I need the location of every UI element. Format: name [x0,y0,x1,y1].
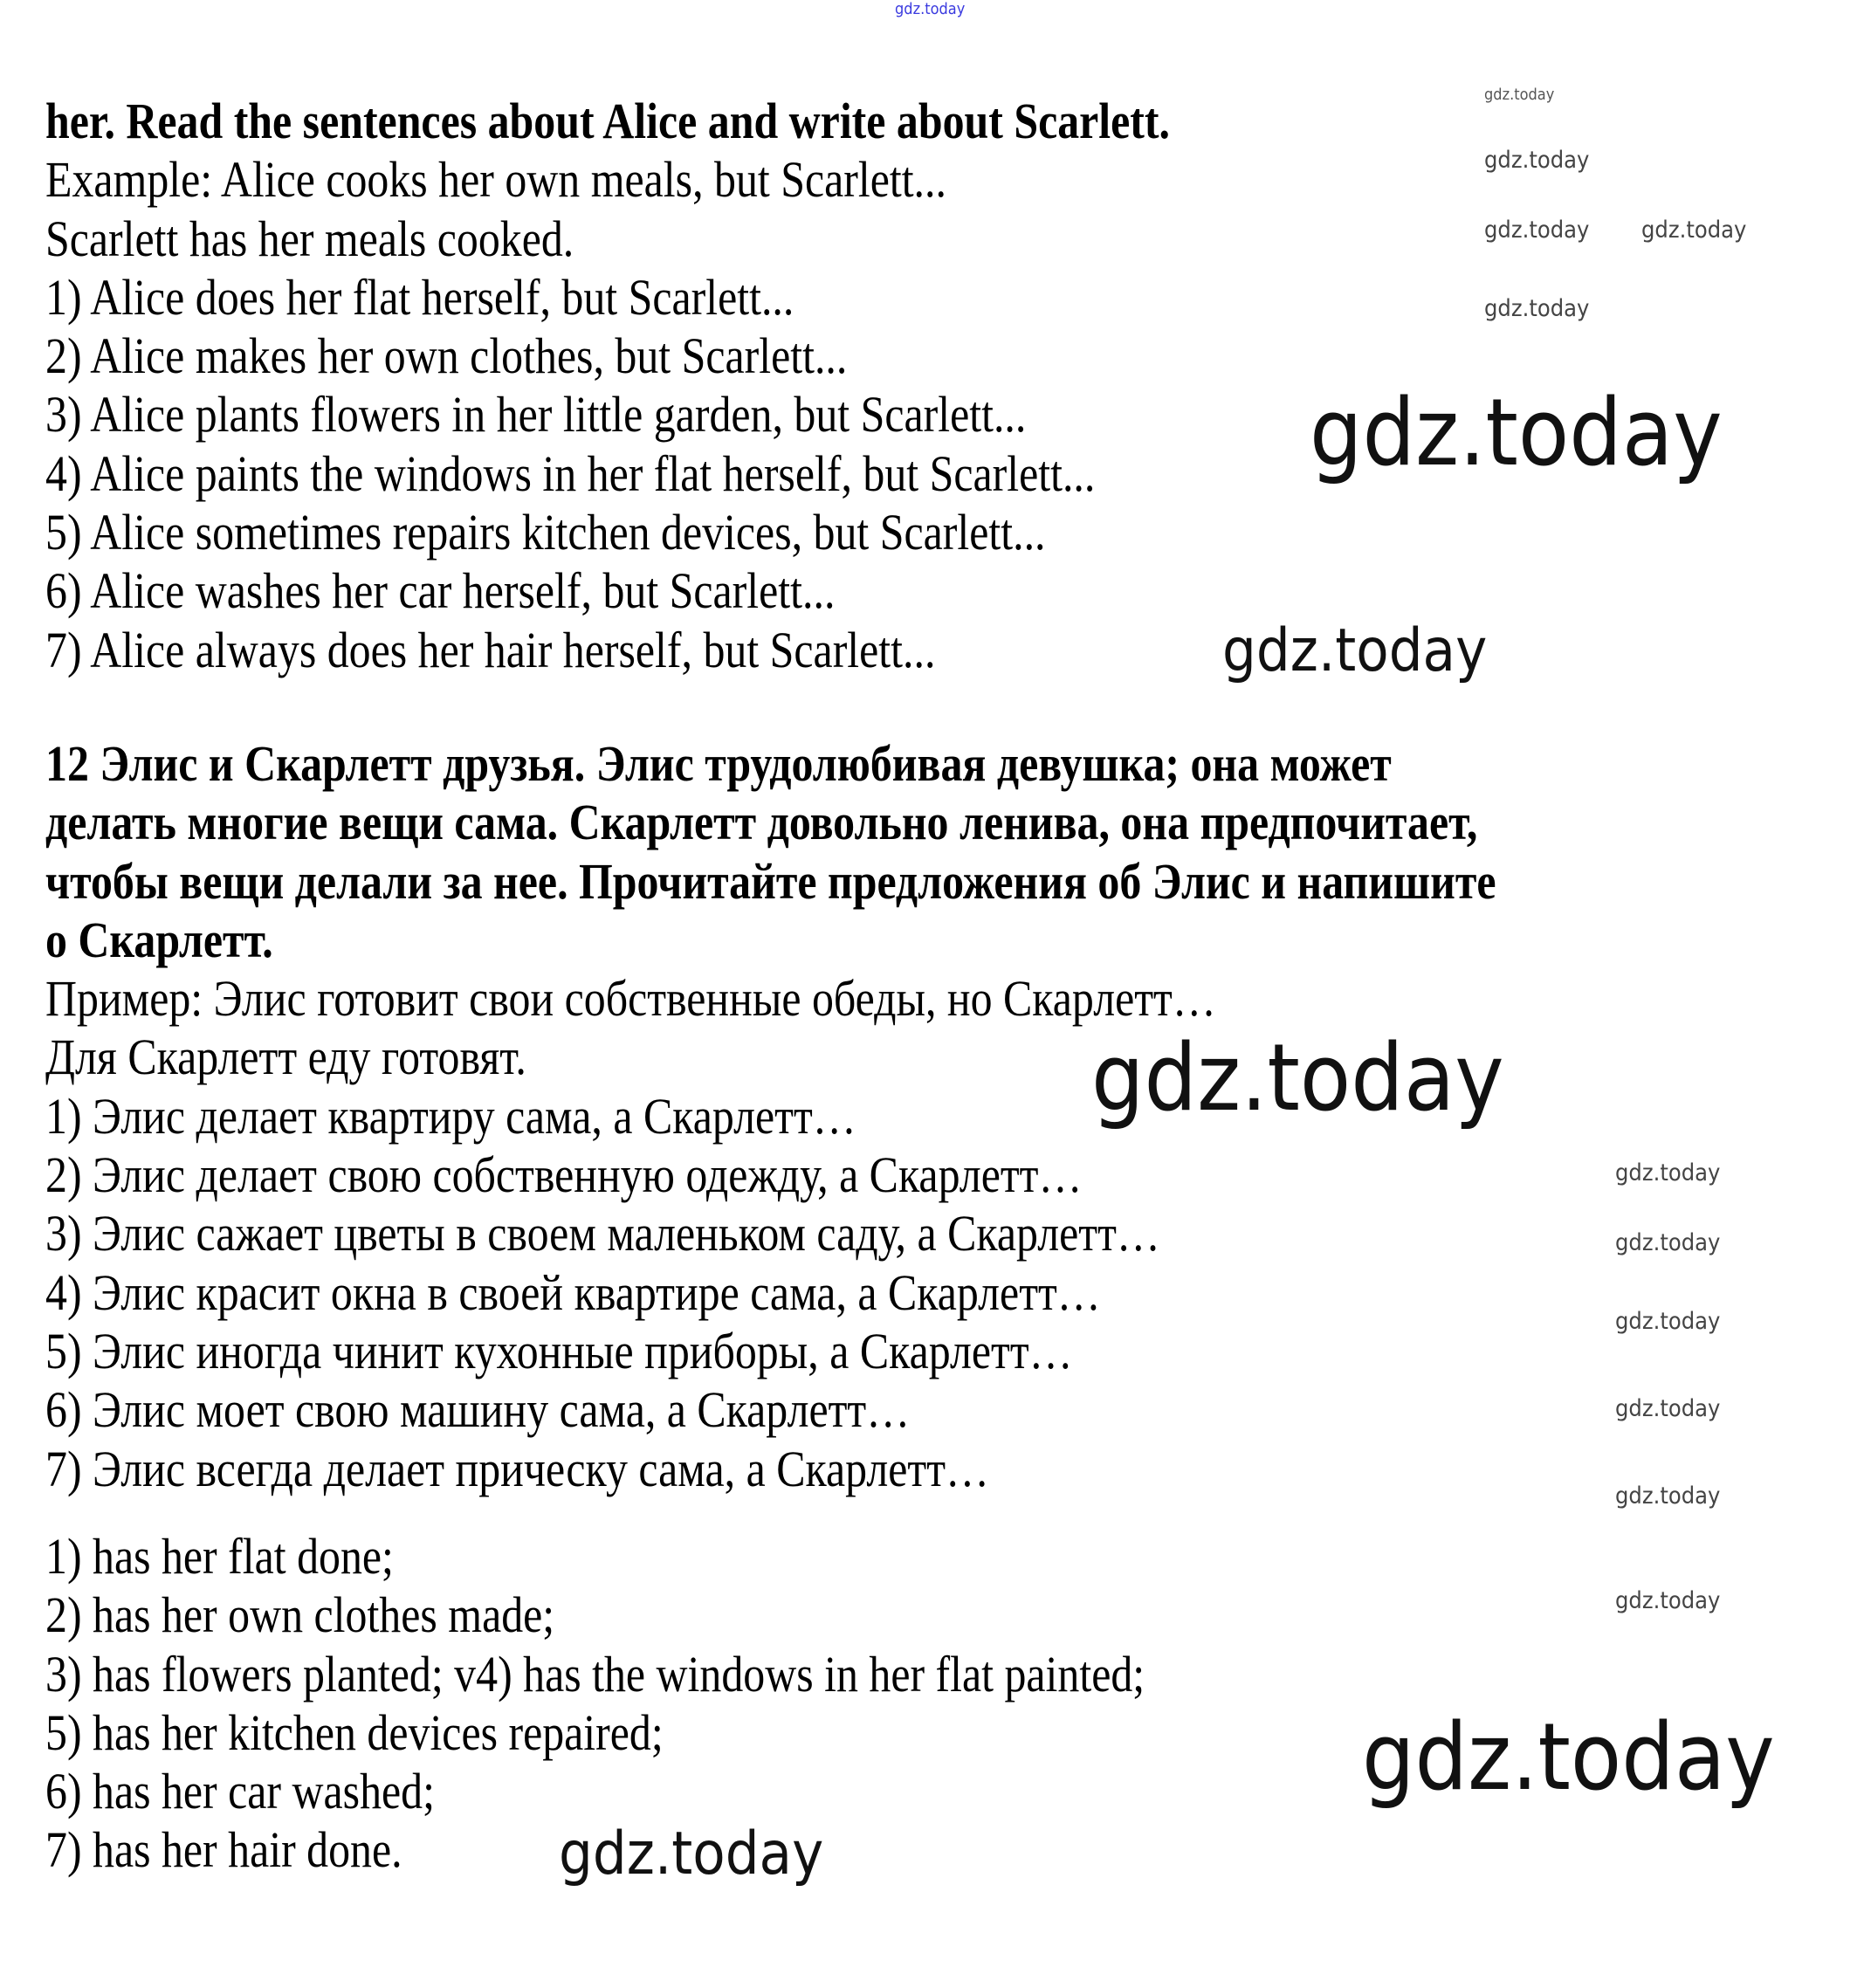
russian-heading: делать многие вещи сама. Скарлетт довольно ленива, она предпочитает, [45,794,1478,851]
example-answer: Scarlett has her meals cooked. [45,210,574,267]
example-answer: Для Скарлетт еду готовят. [45,1028,526,1086]
answer: 6) has her car washed; [45,1763,435,1820]
russian-heading: 12 Элис и Скарлетт друзья. Элис трудолюбивая девушка; она может [45,735,1392,792]
sentence: 2) Элис делает свою собственную одежду, а Скарлетт… [45,1146,1083,1204]
sentence: 5) Элис иногда чинит кухонные приборы, а Скарлетт… [45,1322,1073,1379]
watermark: gdz.today [1484,147,1590,174]
watermark: gdz.today [1615,1159,1721,1187]
sentence: 4) Элис красит окна в своей квартире сама, а Скарлетт… [45,1263,1101,1321]
watermark: gdz.today [1091,1024,1504,1132]
watermark: gdz.today [1615,1395,1721,1422]
watermark: gdz.today [1310,379,1723,486]
english-exercise [45,92,1170,679]
sentence: 5) Alice sometimes repairs kitchen devices, but Scarlett... [45,504,1046,561]
watermark: gdz.today [1362,1703,1775,1811]
watermark: gdz.today [559,1819,824,1888]
answer: 2) has her own clothes made; [45,1586,555,1644]
english-heading: her. Read the sentences about Alice and write about Scarlett. [45,93,1170,149]
answer: 3) has flowers planted; v4) has the windows in her flat painted; [45,1645,1145,1703]
sentence: 3) Элис сажает цветы в своем маленьком саду, а Скарлетт… [45,1205,1160,1262]
sentence: 6) Элис моет свою машину сама, а Скарлетт… [45,1381,911,1439]
sentence: 7) Элис всегда делает прическу сама, а Скарлетт… [45,1440,989,1497]
sentence: 6) Alice washes her car herself, but Scarlett... [45,562,836,620]
russian-heading: о Скарлетт. [45,911,273,968]
watermark: gdz.today [1484,86,1555,104]
russian-heading: чтобы вещи делали за нее. Прочитайте предложения об Элис и напишите [45,852,1496,910]
answer: 7) has her hair done. [45,1821,402,1879]
watermark: gdz.today [895,0,966,18]
answer: 1) has her flat done; [45,1528,394,1585]
sentence: 4) Alice paints the windows in her flat herself, but Scarlett... [45,444,1096,502]
sentence: 7) Alice always does her hair herself, but Scarlett... [45,621,936,678]
sentence: 1) Элис делает квартиру сама, а Скарлетт… [45,1087,856,1145]
sentence: 2) Alice makes her own clothes, but Scarlett... [45,327,848,385]
watermark: gdz.today [1222,616,1488,685]
answer: 5) has her kitchen devices repaired; [45,1703,664,1761]
watermark: gdz.today [1615,1229,1721,1256]
watermark: gdz.today [1641,217,1747,244]
watermark: gdz.today [1484,217,1590,244]
sentence: 3) Alice plants flowers in her little garden, but Scarlett... [45,386,1027,444]
watermark: gdz.today [1615,1587,1721,1614]
sentence: 1) Alice does her flat herself, but Scarlett... [45,268,794,326]
example-line: Example: Alice cooks her own meals, but Scarlett... [45,151,946,209]
watermark: gdz.today [1484,295,1590,322]
watermark: gdz.today [1615,1308,1721,1335]
example-line: Пример: Элис готовит свои собственные обеды, но Скарлетт… [45,970,1216,1028]
watermark: gdz.today [1615,1482,1721,1510]
